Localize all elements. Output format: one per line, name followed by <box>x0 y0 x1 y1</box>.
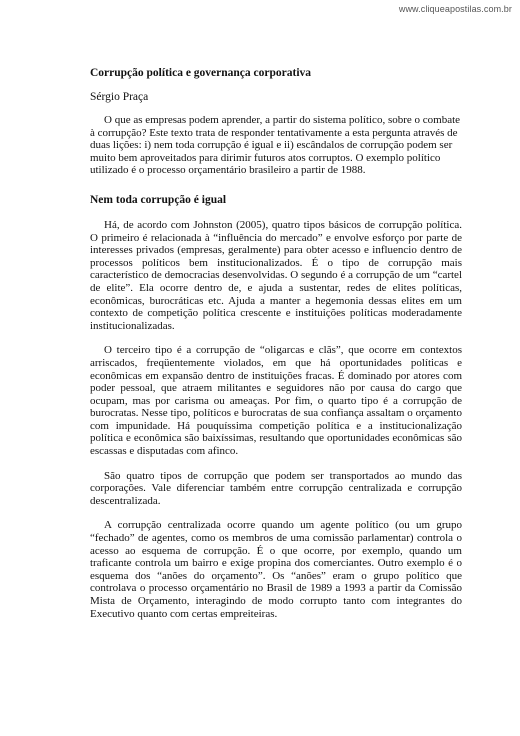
body-paragraph-3: São quatro tipos de corrupção que podem ser transportados ao mundo das corporações. Vale diferenciar também entre corrupção centralizada e corrupção descentralizada. <box>90 469 462 507</box>
document-author: Sérgio Praça <box>90 91 149 103</box>
section-heading: Nem toda corrupção é igual <box>90 193 227 206</box>
document-title: Corrupção política e governança corporativa <box>90 67 312 79</box>
body-paragraph-4: A corrupção centralizada ocorre quando um agente político (ou um grupo “fechado” de agentes, como os membros de uma comissão parlamentar) controla o acesso ao esquema de corrupção. É o que ocorre, por exemplo, quando um traficante controla um bairro e exige propina dos comerciantes. Outro exemplo é o esquema dos “anões do orçamento”. Os “anões” eram o grupo político que controlava o processo orçamentário no Brasil de 1989 a 1993 a partir da Comissão Mista de Orçamento, interagindo de modo corrupto tanto com integrantes do Executivo quanto com certas empreiteiras. <box>90 519 462 620</box>
body-paragraph-1: Há, de acordo com Johnston (2005), quatro tipos básicos de corrupção política. O primeiro é relacionada à “influência do mercado” e envolve esforço por parte de interesses privados (empresas, geralmente) para obter acesso e influencio dentro de processos políticos bem institucionalizados. É o tipo de corrupção mais característico de democracias desenvolvidas. O segundo é a corrupção de um “cartel de elite”. Ela ocorre dentro de, e ajuda a sustentar, redes de elites políticas, econômicas, burocráticas etc. Ajuda a manter a hegemonia dessas elites em um contexto de competição política crescente e instituições políticas moderadamente institucionalizadas. <box>90 218 462 332</box>
document-page <box>90 66 462 632</box>
site-url[interactable]: www.cliqueapostilas.com.br <box>398 4 512 14</box>
body-paragraph-2: O terceiro tipo é a corrupção de “oligarcas e clãs”, que ocorre em contextos arriscados, freqüentemente violados, em que há oportunidades políticas e econômicas em expansão dentro de instituições fracas. É dominado por atores com poder pessoal, que atraem militantes e seguidores não por causa do cargo que ocupam, mas por carisma ou ameaças. Por fim, o quarto tipo é a corrupção de burocratas. Nesse tipo, políticos e burocratas de sua confiança assaltam o orçamento com impunidade. Há pouquíssima competição política e a institucionalização política e econômica são baixíssimas, resultando que oportunidades econômicas são escassas e disputadas com afinco. <box>90 344 462 458</box>
abstract-paragraph: O que as empresas podem aprender, a partir do sistema político, sobre o combate à corrupção? Este texto trata de responder tentativamente a esta pergunta através de duas lições: i) nem toda corrupção é igual e ii) escândalos de corrupção podem ser muito bem aproveitados para dirimir futuros atos corruptos. O exemplo político utilizado é o processo orçamentário brasileiro a partir de 1988. <box>90 114 461 177</box>
